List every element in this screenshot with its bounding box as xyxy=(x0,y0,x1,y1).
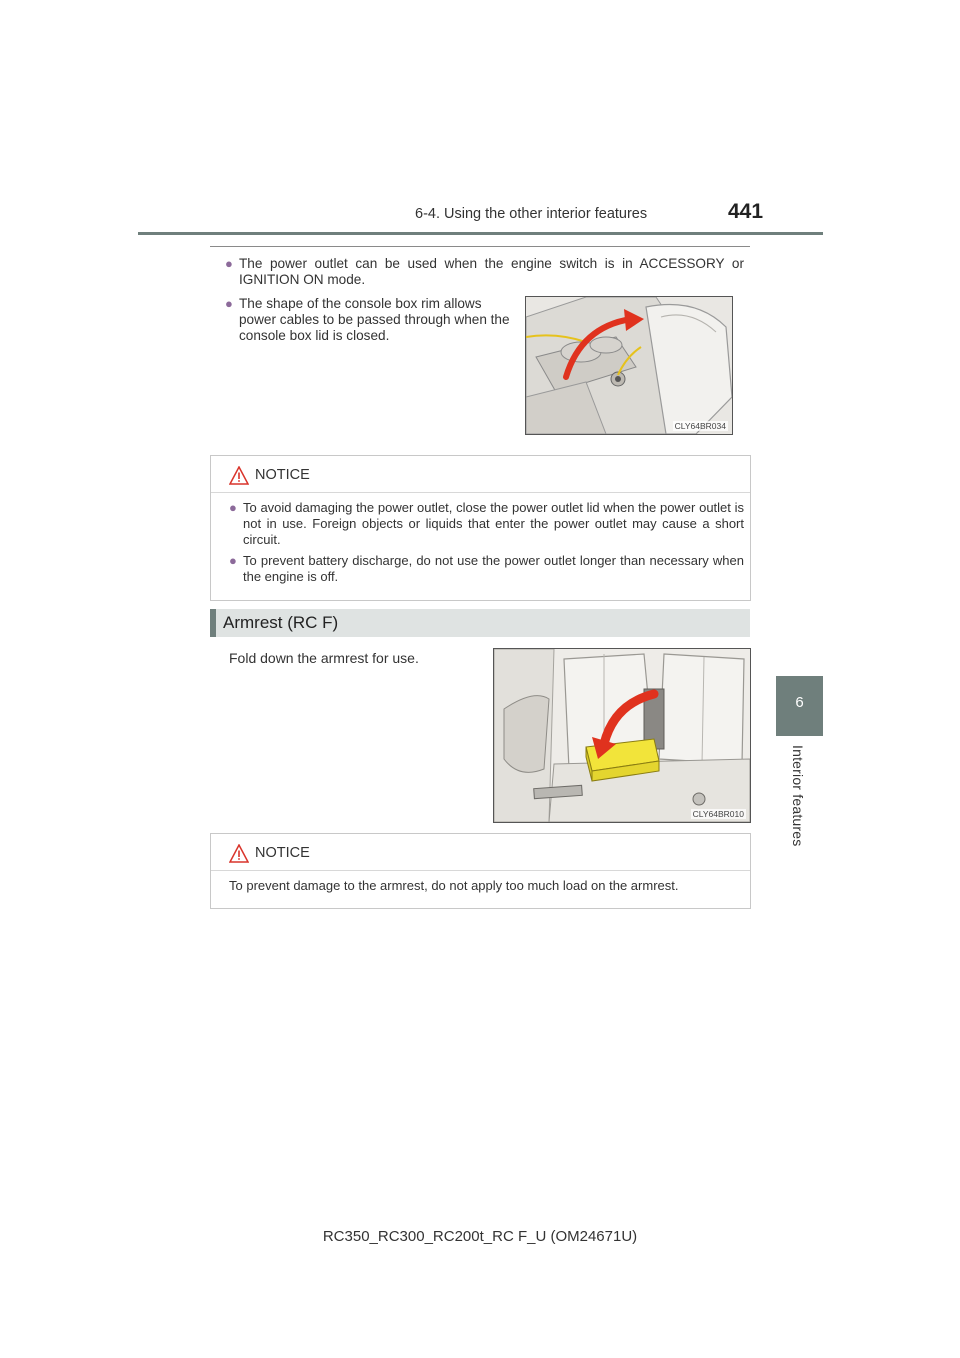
chapter-label: Interior features xyxy=(790,745,806,847)
figure-code: CLY64BR010 xyxy=(692,809,744,819)
armrest-instruction: Fold down the armrest for use. xyxy=(229,650,419,666)
console-box-drawing xyxy=(526,297,732,434)
divider xyxy=(210,246,750,247)
bullet-icon: ● xyxy=(225,296,233,311)
notice-item xyxy=(229,500,744,548)
bullet-icon: ● xyxy=(229,553,237,568)
figure-code: CLY64BR034 xyxy=(674,421,726,431)
notice-item-text: To prevent battery discharge, do not use the power outlet longer than necessary when the engine is off. xyxy=(243,553,744,584)
bullet-text: The shape of the console box rim allows power cables to be passed through when the console box lid is closed. xyxy=(239,296,510,343)
document-footer: RC350_RC300_RC200t_RC F_U (OM24671U) xyxy=(322,1228,638,1245)
armrest-illustration xyxy=(493,648,751,823)
warning-icon xyxy=(229,466,249,486)
bullet-text: The power outlet can be used when the engine switch is in ACCESSORY or IGNITION ON mode. xyxy=(239,256,744,287)
notice-item-text: To avoid damaging the power outlet, close the power outlet lid when the power outlet is not in use. Foreign objects or liquids that enter the power outlet may cause a short circuit. xyxy=(243,500,744,547)
section-heading xyxy=(210,609,750,637)
header-rule xyxy=(138,232,823,235)
page-number: 441 xyxy=(728,200,764,223)
console-box-illustration xyxy=(525,296,733,435)
notice-label: NOTICE xyxy=(255,467,310,483)
warning-icon xyxy=(229,844,249,864)
armrest-drawing xyxy=(494,649,750,822)
notice-text: To prevent damage to the armrest, do not apply too much load on the armrest. xyxy=(229,878,679,893)
notice-label: NOTICE xyxy=(255,845,310,861)
section-title: 6-4. Using the other interior features xyxy=(415,206,648,222)
notice-divider xyxy=(211,492,750,493)
chapter-number: 6 xyxy=(795,694,804,711)
section-heading-bar xyxy=(210,609,216,637)
chapter-tab[interactable] xyxy=(776,676,823,736)
bullet-icon: ● xyxy=(225,256,233,271)
notice-divider xyxy=(211,870,750,871)
section-heading-title: Armrest (RC F) xyxy=(223,613,339,632)
bullet-icon: ● xyxy=(229,500,237,515)
notice-box xyxy=(210,455,751,601)
bullet-item xyxy=(225,296,513,344)
notice-item xyxy=(229,553,744,585)
bullet-item xyxy=(225,256,744,288)
notice-box xyxy=(210,833,751,909)
